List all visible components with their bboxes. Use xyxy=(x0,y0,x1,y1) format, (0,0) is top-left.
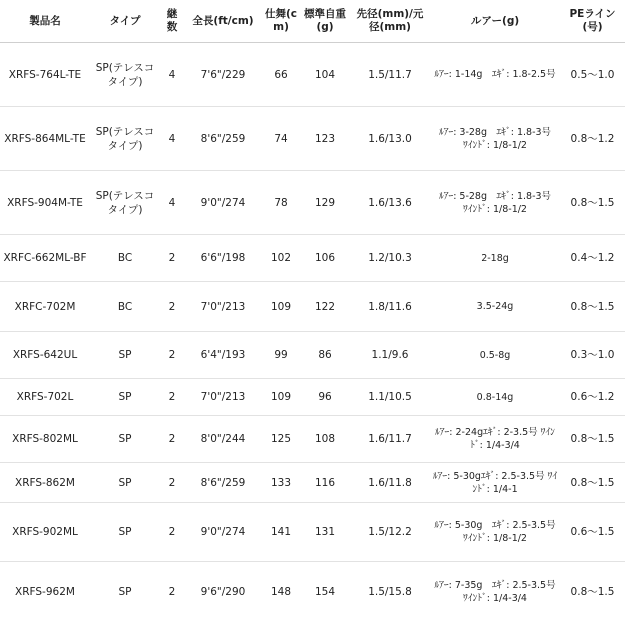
cell-tip: 1.6/11.8 xyxy=(350,463,430,503)
cell-weight: 131 xyxy=(300,503,350,562)
cell-length: 9'0"/274 xyxy=(184,503,262,562)
header-closed: 仕舞(cm) xyxy=(262,0,300,43)
cell-length: 9'0"/274 xyxy=(184,171,262,235)
cell-pe: 0.3〜1.0 xyxy=(560,332,625,379)
cell-pe: 0.6〜1.5 xyxy=(560,503,625,562)
cell-weight: 116 xyxy=(300,463,350,503)
cell-closed: 141 xyxy=(262,503,300,562)
cell-name: XRFS-802ML xyxy=(0,416,90,463)
cell-weight: 108 xyxy=(300,416,350,463)
cell-weight: 106 xyxy=(300,235,350,282)
cell-length: 6'4"/193 xyxy=(184,332,262,379)
cell-lure: 0.8-14g xyxy=(430,379,560,416)
cell-closed: 148 xyxy=(262,562,300,622)
cell-tip: 1.1/10.5 xyxy=(350,379,430,416)
table-row xyxy=(0,416,625,463)
cell-weight: 154 xyxy=(300,562,350,622)
cell-pieces: 2 xyxy=(160,235,184,282)
cell-length: 7'6"/229 xyxy=(184,43,262,107)
cell-pe: 0.8〜1.5 xyxy=(560,282,625,332)
cell-length: 8'6"/259 xyxy=(184,107,262,171)
table-row xyxy=(0,107,625,171)
cell-weight: 96 xyxy=(300,379,350,416)
cell-pe: 0.8〜1.5 xyxy=(560,416,625,463)
cell-length: 9'6"/290 xyxy=(184,562,262,622)
cell-length: 8'0"/244 xyxy=(184,416,262,463)
header-length: 全長(ft/cm) xyxy=(184,0,262,43)
cell-lure: ﾙｱｰ: 3-28g ｴｷﾞ: 1.8-3号 ﾜｲﾝﾄﾞ: 1/8-1/2 xyxy=(430,107,560,171)
cell-weight: 122 xyxy=(300,282,350,332)
cell-pe: 0.8〜1.5 xyxy=(560,463,625,503)
header-type: タイプ xyxy=(90,0,160,43)
cell-pe: 0.8〜1.5 xyxy=(560,562,625,622)
cell-pieces: 2 xyxy=(160,503,184,562)
cell-weight: 104 xyxy=(300,43,350,107)
cell-length: 7'0"/213 xyxy=(184,379,262,416)
header-pieces: 継数 xyxy=(160,0,184,43)
table-row xyxy=(0,562,625,622)
header-lure: ルアー(g) xyxy=(430,0,560,43)
table-row xyxy=(0,463,625,503)
cell-closed: 99 xyxy=(262,332,300,379)
cell-type: SP xyxy=(90,463,160,503)
cell-name: XRFC-702M xyxy=(0,282,90,332)
cell-pe: 0.8〜1.5 xyxy=(560,171,625,235)
table-row xyxy=(0,43,625,107)
cell-length: 7'0"/213 xyxy=(184,282,262,332)
cell-length: 8'6"/259 xyxy=(184,463,262,503)
table-row xyxy=(0,282,625,332)
cell-weight: 129 xyxy=(300,171,350,235)
header-weight: 標準自重(g) xyxy=(300,0,350,43)
table-row xyxy=(0,503,625,562)
cell-pieces: 4 xyxy=(160,107,184,171)
header-name: 製品名 xyxy=(0,0,90,43)
cell-type: SP xyxy=(90,416,160,463)
table-row xyxy=(0,332,625,379)
cell-name: XRFS-904M-TE xyxy=(0,171,90,235)
cell-closed: 74 xyxy=(262,107,300,171)
cell-tip: 1.5/12.2 xyxy=(350,503,430,562)
cell-length: 6'6"/198 xyxy=(184,235,262,282)
cell-name: XRFS-962M xyxy=(0,562,90,622)
cell-tip: 1.1/9.6 xyxy=(350,332,430,379)
cell-pe: 0.6〜1.2 xyxy=(560,379,625,416)
cell-pieces: 2 xyxy=(160,332,184,379)
cell-weight: 86 xyxy=(300,332,350,379)
cell-tip: 1.5/11.7 xyxy=(350,43,430,107)
table-row xyxy=(0,235,625,282)
cell-closed: 78 xyxy=(262,171,300,235)
cell-name: XRFS-864ML-TE xyxy=(0,107,90,171)
cell-lure: 3.5-24g xyxy=(430,282,560,332)
header-row xyxy=(0,0,625,43)
cell-lure: ﾙｱｰ: 5-30g ｴｷﾞ: 2.5-3.5号 ﾜｲﾝﾄﾞ: 1/8-1/2 xyxy=(430,503,560,562)
cell-lure: 0.5-8g xyxy=(430,332,560,379)
cell-pieces: 4 xyxy=(160,43,184,107)
cell-closed: 66 xyxy=(262,43,300,107)
cell-pieces: 2 xyxy=(160,463,184,503)
cell-type: SP xyxy=(90,562,160,622)
cell-pieces: 2 xyxy=(160,282,184,332)
cell-type: BC xyxy=(90,235,160,282)
cell-closed: 133 xyxy=(262,463,300,503)
cell-lure: 2-18g xyxy=(430,235,560,282)
cell-type: SP(テレスコタイプ) xyxy=(90,171,160,235)
cell-tip: 1.5/15.8 xyxy=(350,562,430,622)
table-row xyxy=(0,171,625,235)
cell-weight: 123 xyxy=(300,107,350,171)
cell-type: SP xyxy=(90,332,160,379)
cell-name: XRFS-902ML xyxy=(0,503,90,562)
cell-closed: 109 xyxy=(262,379,300,416)
cell-pieces: 2 xyxy=(160,562,184,622)
cell-name: XRFC-662ML-BF xyxy=(0,235,90,282)
cell-pieces: 2 xyxy=(160,416,184,463)
cell-closed: 125 xyxy=(262,416,300,463)
cell-name: XRFS-764L-TE xyxy=(0,43,90,107)
cell-tip: 1.6/11.7 xyxy=(350,416,430,463)
cell-type: SP xyxy=(90,503,160,562)
cell-type: SP xyxy=(90,379,160,416)
header-pe: PEライン(号) xyxy=(560,0,625,43)
cell-pe: 0.4〜1.2 xyxy=(560,235,625,282)
cell-lure: ﾙｱｰ: 7-35g ｴｷﾞ: 2.5-3.5号 ﾜｲﾝﾄﾞ: 1/4-3/4 xyxy=(430,562,560,622)
cell-lure: ﾙｱｰ: 5-30gｴｷﾞ: 2.5-3.5号 ﾜｲﾝﾄﾞ: 1/4-1 xyxy=(430,463,560,503)
cell-name: XRFS-862M xyxy=(0,463,90,503)
cell-lure: ﾙｱｰ: 2-24gｴｷﾞ: 2-3.5号 ﾜｲﾝﾄﾞ: 1/4-3/4 xyxy=(430,416,560,463)
cell-name: XRFS-642UL xyxy=(0,332,90,379)
cell-lure: ﾙｱｰ: 1-14g ｴｷﾞ: 1.8-2.5号 xyxy=(430,43,560,107)
cell-tip: 1.2/10.3 xyxy=(350,235,430,282)
table-row xyxy=(0,379,625,416)
cell-type: SP(テレスコタイプ) xyxy=(90,43,160,107)
cell-pe: 0.8〜1.2 xyxy=(560,107,625,171)
cell-tip: 1.6/13.6 xyxy=(350,171,430,235)
cell-tip: 1.8/11.6 xyxy=(350,282,430,332)
cell-pe: 0.5〜1.0 xyxy=(560,43,625,107)
cell-type: SP(テレスコタイプ) xyxy=(90,107,160,171)
cell-lure: ﾙｱｰ: 5-28g ｴｷﾞ: 1.8-3号 ﾜｲﾝﾄﾞ: 1/8-1/2 xyxy=(430,171,560,235)
cell-tip: 1.6/13.0 xyxy=(350,107,430,171)
cell-name: XRFS-702L xyxy=(0,379,90,416)
cell-pieces: 2 xyxy=(160,379,184,416)
cell-closed: 102 xyxy=(262,235,300,282)
cell-type: BC xyxy=(90,282,160,332)
cell-pieces: 4 xyxy=(160,171,184,235)
cell-closed: 109 xyxy=(262,282,300,332)
header-tip: 先径(mm)/元径(mm) xyxy=(350,0,430,43)
